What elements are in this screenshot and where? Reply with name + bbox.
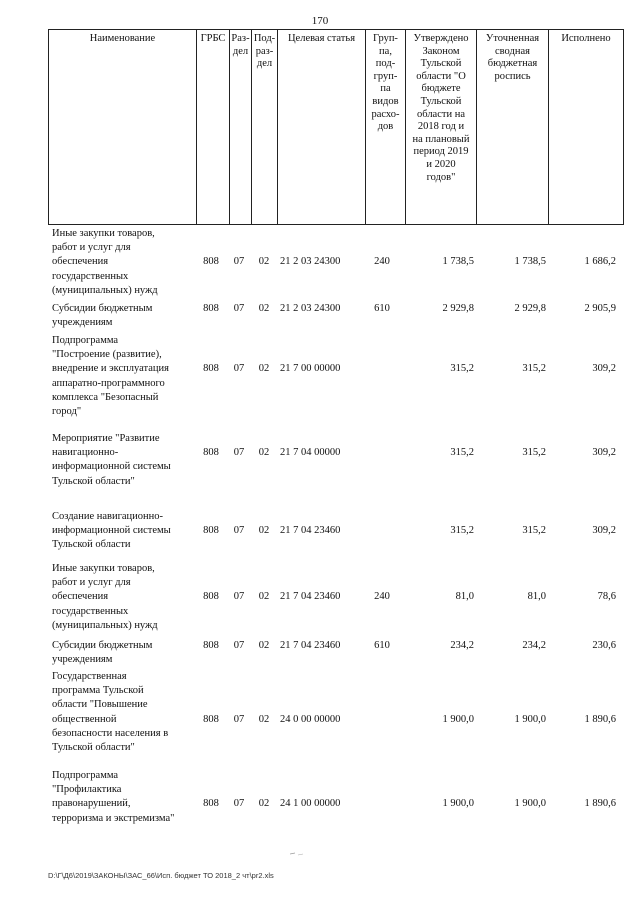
row-utochnennaya: 1 900,0 (514, 798, 546, 810)
row-celevaya: 21 2 03 24300 (280, 303, 341, 314)
row-ispolneno: 1 890,6 (584, 713, 616, 725)
row-name: Иные закупки товаров, работ и услуг для обеспечения государственных (муниципальных) нужд (52, 563, 158, 631)
row-vid: 240 (374, 591, 390, 603)
row-razdel: 07 (233, 591, 245, 603)
header-razdel: Раз- дел (230, 30, 252, 224)
row-ispolneno: 309,2 (592, 447, 616, 459)
row-grbs: 808 (203, 798, 219, 810)
row-celevaya: 21 7 04 23460 (280, 591, 341, 603)
header-utochnennaya: Уточненная сводная бюджетная роспись (477, 30, 549, 224)
header-utverzhdeno: Утверждено Законом Тульской области "О бюджете Тульской области на 2018 год и на плановый период 2019 и 2020 годов" (406, 30, 477, 224)
row-utochnennaya: 315,2 (522, 363, 546, 375)
row-grbs: 808 (203, 447, 219, 459)
row-celevaya: 24 1 00 00000 (280, 798, 341, 810)
row-name: Мероприятие "Развитие навигационно- информационной системы Тульской области" (52, 433, 171, 487)
row-utochnennaya: 315,2 (522, 447, 546, 459)
row-podrazdel: 02 (258, 525, 270, 537)
row-grbs: 808 (203, 591, 219, 603)
row-razdel: 07 (233, 363, 245, 375)
row-name: Создание навигационно- информационной системы Тульской области (52, 511, 171, 551)
row-utverzhdeno: 81,0 (455, 591, 474, 603)
row-name: Подпрограмма "Профилактика правонарушений, терроризма и экстремизма" (52, 770, 175, 824)
row-utverzhdeno: 315,2 (450, 363, 474, 375)
row-utverzhdeno: 315,2 (450, 447, 474, 459)
row-podrazdel: 02 (258, 640, 270, 651)
header-name: Наименование (49, 30, 197, 224)
row-grbs: 808 (203, 363, 219, 375)
row-vid: 240 (374, 256, 390, 268)
row-name: Субсидии бюджетным учреждениям (52, 303, 153, 329)
row-podrazdel: 02 (258, 363, 270, 375)
row-utverzhdeno: 1 738,5 (442, 256, 474, 268)
row-utochnennaya: 2 929,8 (514, 303, 546, 314)
row-razdel: 07 (233, 303, 245, 314)
row-utochnennaya: 1 738,5 (514, 256, 546, 268)
row-name: Государственная программа Тульской области "Повышение общественной безопасности населения в Тульской области" (52, 671, 169, 754)
row-ispolneno: 2 905,9 (584, 303, 616, 314)
header-vid: Груп- па, под- груп- па видов расхо- дов (366, 30, 406, 224)
row-utochnennaya: 1 900,0 (514, 713, 546, 725)
row-ispolneno: 1 890,6 (584, 798, 616, 810)
row-utochnennaya: 81,0 (527, 591, 546, 603)
row-utochnennaya: 234,2 (522, 640, 546, 651)
header-ispolneno: Исполнено (561, 33, 611, 44)
scan-mark (290, 852, 304, 856)
row-vid: 610 (374, 640, 390, 651)
row-utverzhdeno: 1 900,0 (442, 713, 474, 725)
row-razdel: 07 (233, 640, 245, 651)
row-celevaya: 21 2 03 24300 (280, 256, 341, 268)
row-razdel: 07 (233, 525, 245, 537)
row-razdel: 07 (233, 256, 245, 268)
row-razdel: 07 (233, 713, 245, 725)
row-celevaya: 21 7 04 00000 (280, 447, 341, 459)
row-celevaya: 21 7 04 23460 (280, 640, 341, 651)
row-celevaya: 21 7 04 23460 (280, 525, 341, 537)
row-celevaya: 24 0 00 00000 (280, 713, 341, 725)
row-utochnennaya: 315,2 (522, 525, 546, 537)
row-name: Подпрограмма "Построение (развитие), внедрение и эксплуатация аппаратно-программного комплекса "Безопасный город" (52, 335, 169, 418)
row-name: Иные закупки товаров, работ и услуг для обеспечения государственных (муниципальных) нужд (52, 228, 158, 296)
row-grbs: 808 (203, 640, 219, 651)
row-utverzhdeno: 2 929,8 (442, 303, 474, 314)
header-celevaya: Целевая статья (278, 30, 366, 224)
table-header (48, 29, 624, 225)
row-podrazdel: 02 (258, 591, 270, 603)
row-celevaya: 21 7 00 00000 (280, 363, 341, 375)
row-podrazdel: 02 (258, 447, 270, 459)
row-podrazdel: 02 (258, 256, 270, 268)
header-podrazdel: Под- раз- дел (252, 30, 278, 224)
row-utverzhdeno: 315,2 (450, 525, 474, 537)
header-grbs: ГРБС (197, 30, 230, 224)
row-vid: 610 (374, 303, 390, 314)
row-grbs: 808 (203, 525, 219, 537)
row-ispolneno: 309,2 (592, 363, 616, 375)
row-grbs: 808 (203, 713, 219, 725)
row-ispolneno: 309,2 (592, 525, 616, 537)
row-ispolneno: 1 686,2 (584, 256, 616, 268)
row-ispolneno: 78,6 (597, 591, 616, 603)
budget-table (48, 29, 624, 824)
page-number: 170 (311, 15, 329, 27)
row-podrazdel: 02 (258, 798, 270, 810)
row-razdel: 07 (233, 798, 245, 810)
file-path-footer: D:\Г\Д6\2019\ЗАКОНЫ\ЗАС_66\Исп. бюджет ТО 2018_2 чт\pr2.xls (48, 871, 274, 880)
row-utverzhdeno: 1 900,0 (442, 798, 474, 810)
row-ispolneno: 230,6 (592, 640, 616, 651)
row-grbs: 808 (203, 256, 219, 268)
row-name: Субсидии бюджетным учреждениям (52, 640, 153, 666)
row-podrazdel: 02 (258, 303, 270, 314)
row-utverzhdeno: 234,2 (450, 640, 474, 651)
row-podrazdel: 02 (258, 713, 270, 725)
row-grbs: 808 (203, 303, 219, 314)
row-razdel: 07 (233, 447, 245, 459)
